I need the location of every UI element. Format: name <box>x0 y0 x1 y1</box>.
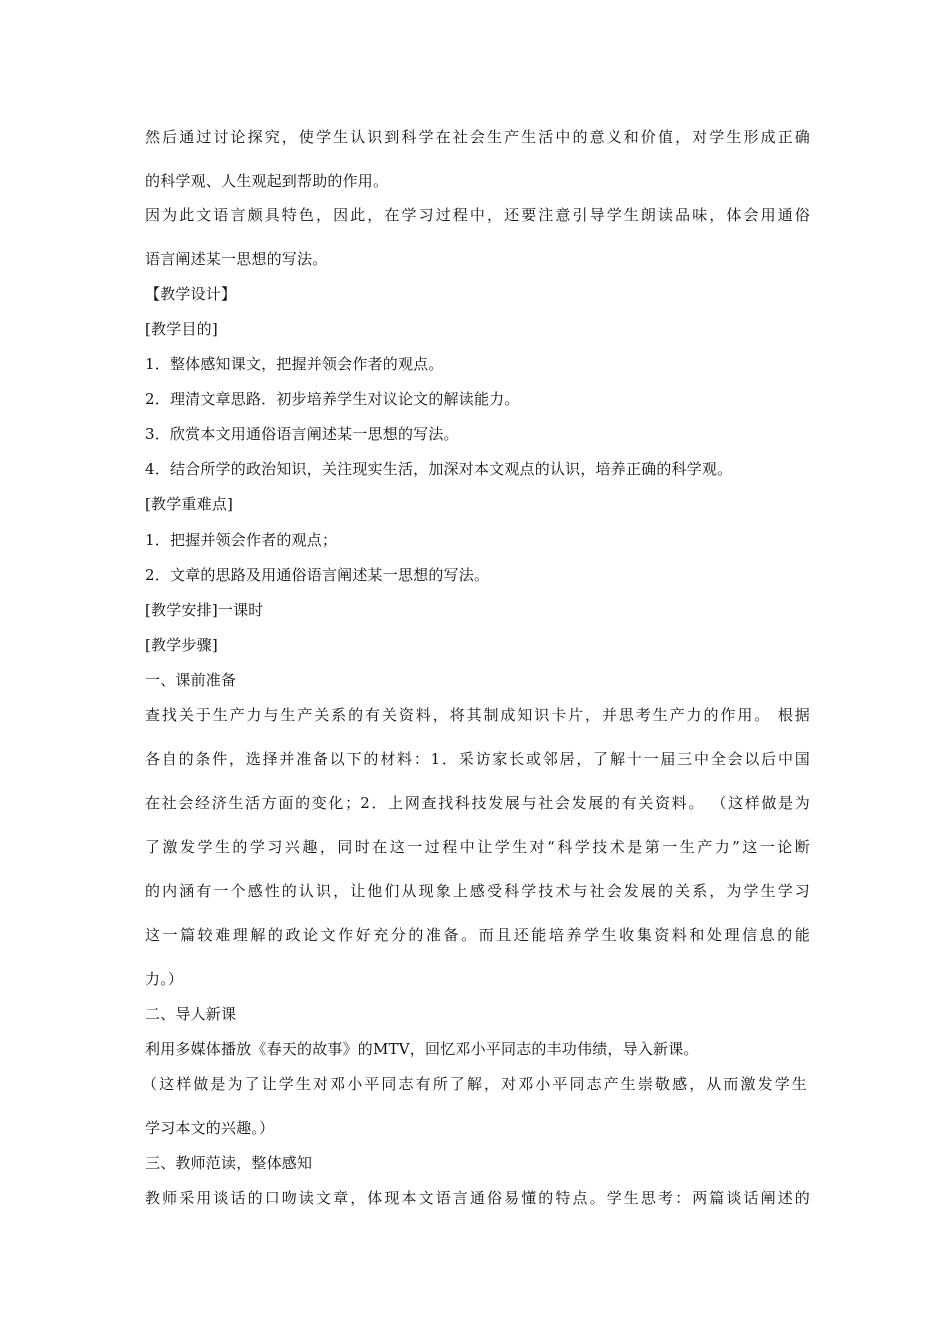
subsection-heading: [教学目的] <box>145 320 218 338</box>
step-heading: 三、教师范读，整体感知 <box>145 1154 313 1172</box>
list-item: 3．欣赏本文用通俗语言阐述某一思想的写法。 <box>145 425 459 443</box>
paragraph-line: 的科学观、人生观起到帮助的作用。 <box>145 172 389 190</box>
paragraph-line: 学习本文的兴趣。） <box>145 1119 275 1137</box>
paragraph-line: 查找关于生产力与生产关系的有关资料，将其制成知识卡片，并思考生产力的作用。 根据 <box>145 706 810 724</box>
section-heading: 【教学设计】 <box>145 285 237 303</box>
step-heading: 一、课前准备 <box>145 671 237 689</box>
subsection-heading: [教学步骤] <box>145 636 218 654</box>
paragraph-line: 的内涵有一个感性的认识，让他们从现象上感受科学技术与社会发展的关系，为学生学习 <box>145 882 810 900</box>
paragraph-line: 因为此文语言颇具特色，因此，在学习过程中，还要注意引导学生朗读品味，体会用通俗 <box>145 206 810 224</box>
paragraph-line: （这样做是为了让学生对邓小平同志有所了解，对邓小平同志产生崇敬感，从而激发学生 <box>142 1075 807 1093</box>
list-item: 4．结合所学的政治知识，关注现实生活，加深对本文观点的认识，培养正确的科学观。 <box>145 460 733 478</box>
subsection-heading: [教学重难点] <box>145 495 234 513</box>
list-item: 2．文章的思路及用通俗语言阐述某一思想的写法。 <box>145 566 490 584</box>
paragraph-line: 在社会经济生活方面的变化；2．上网查找科技发展与社会发展的有关资料。 （这样做是为 <box>145 794 810 812</box>
list-item: 2．理清文章思路．初步培养学生对议论文的解读能力。 <box>145 390 520 408</box>
step-heading: 二、导人新课 <box>145 1005 237 1023</box>
paragraph-line: 力。） <box>145 970 184 988</box>
paragraph-line: 教师采用谈话的口吻读文章，体现本文语言通俗易懂的特点。学生思考：两篇谈话阐述的 <box>145 1189 810 1207</box>
list-item: 1．整体感知课文，把握并领会作者的观点。 <box>145 355 444 373</box>
paragraph-line: 这一篇较难理解的政论文作好充分的准备。而且还能培养学生收集资料和处理信息的能 <box>145 926 810 944</box>
paragraph-line: 各自的条件，选择并准备以下的材料：1．采访家长或邻居，了解十一届三中全会以后中国 <box>145 750 810 768</box>
subsection-heading: [教学安排]一课时 <box>145 601 264 619</box>
paragraph-line: 了激发学生的学习兴趣，同时在这一过程中让学生对“科学技术是第一生产力”这一论断 <box>145 838 810 856</box>
paragraph-line: 然后通过讨论探究，使学生认识到科学在社会生产生活中的意义和价值，对学生形成正确 <box>145 128 810 146</box>
paragraph-line: 利用多媒体播放《春天的故事》的MTV，回忆邓小平同志的丰功伟绩，导入新课。 <box>145 1040 699 1058</box>
list-item: 1．把握并领会作者的观点； <box>145 531 338 549</box>
paragraph-line: 语言阐述某一思想的写法。 <box>145 250 328 268</box>
